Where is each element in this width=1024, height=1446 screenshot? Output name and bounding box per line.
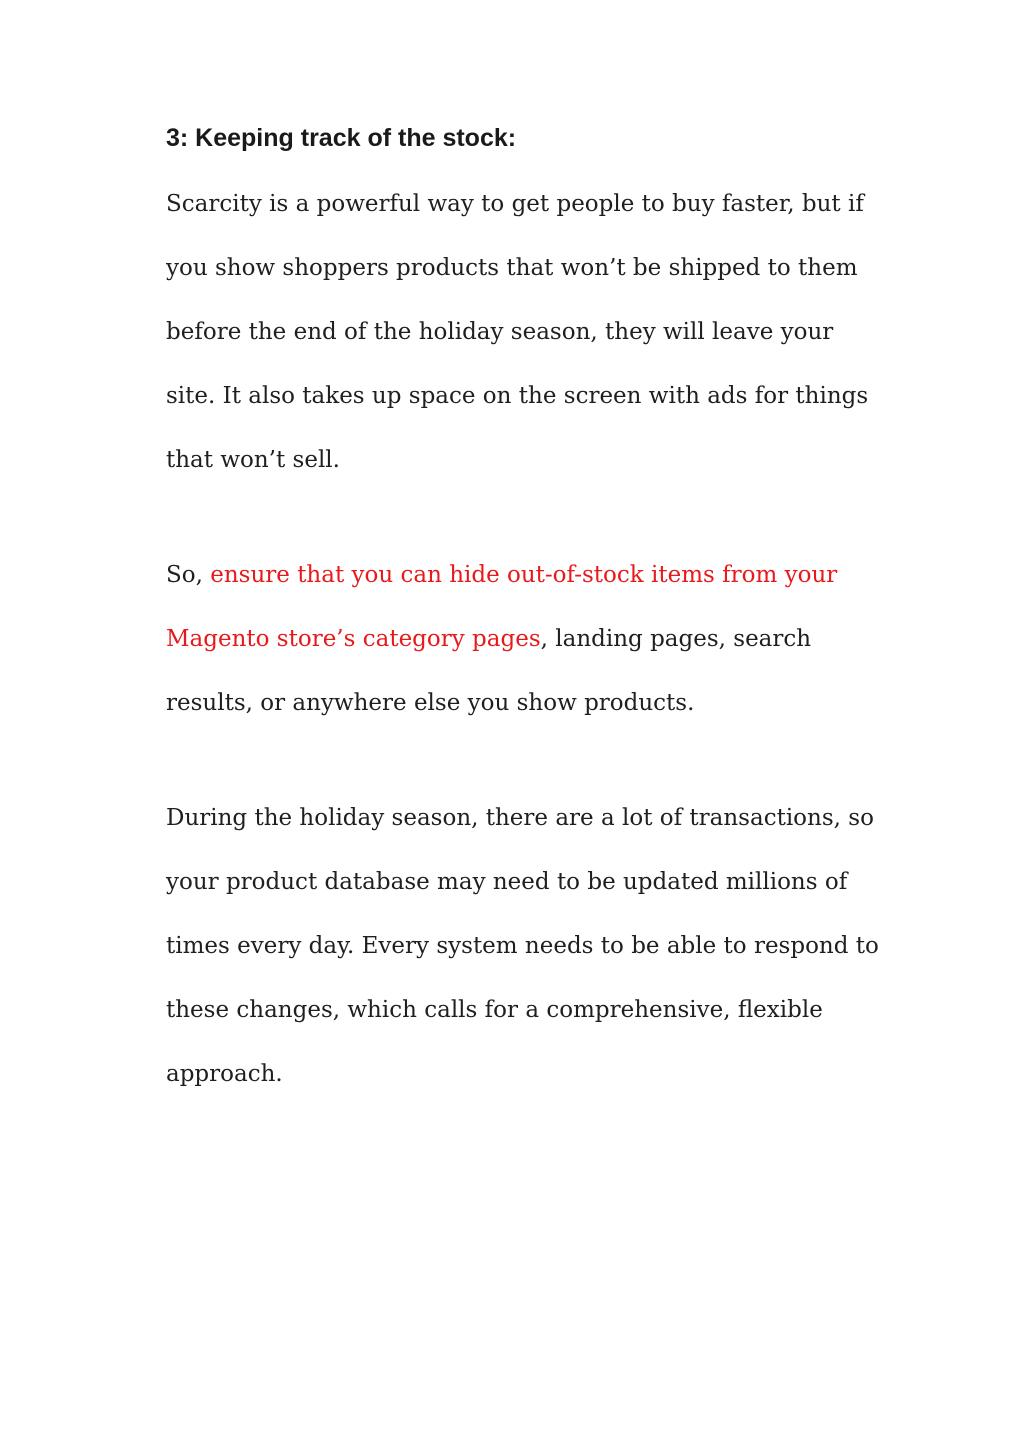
text-line: these changes, which calls for a comprehensive, flexible [166, 997, 823, 1023]
hide-out-of-stock-link-part-2[interactable]: Magento store’s category pages [166, 626, 541, 652]
text-fragment: So, [166, 562, 211, 588]
section-heading: 3: Keeping track of the stock: [166, 124, 517, 152]
text-line: approach. [166, 1061, 283, 1087]
text-line: you show shoppers products that won’t be shipped to them [166, 255, 858, 281]
text-line: times every day. Every system needs to be able to respond to [166, 933, 879, 959]
paragraph-hide-out-of-stock [166, 559, 886, 751]
text-line: Scarcity is a powerful way to get people to buy faster, but if [166, 191, 864, 217]
text-line: your product database may need to be updated millions of [166, 869, 848, 895]
text-line: that won’t sell. [166, 447, 340, 473]
text-line: before the end of the holiday season, they will leave your [166, 319, 834, 345]
text-line: During the holiday season, there are a lot of transactions, so [166, 805, 874, 831]
text-fragment: , landing pages, search [540, 626, 812, 652]
paragraph-holiday-transactions [166, 802, 886, 1122]
paragraph-scarcity [166, 188, 886, 508]
hide-out-of-stock-link-part-1[interactable]: ensure that you can hide out-of-stock items from your [210, 562, 838, 588]
text-line [166, 623, 886, 687]
text-line [166, 559, 886, 623]
text-line: results, or anywhere else you show products. [166, 690, 695, 716]
text-line: site. It also takes up space on the screen with ads for things [166, 383, 869, 409]
